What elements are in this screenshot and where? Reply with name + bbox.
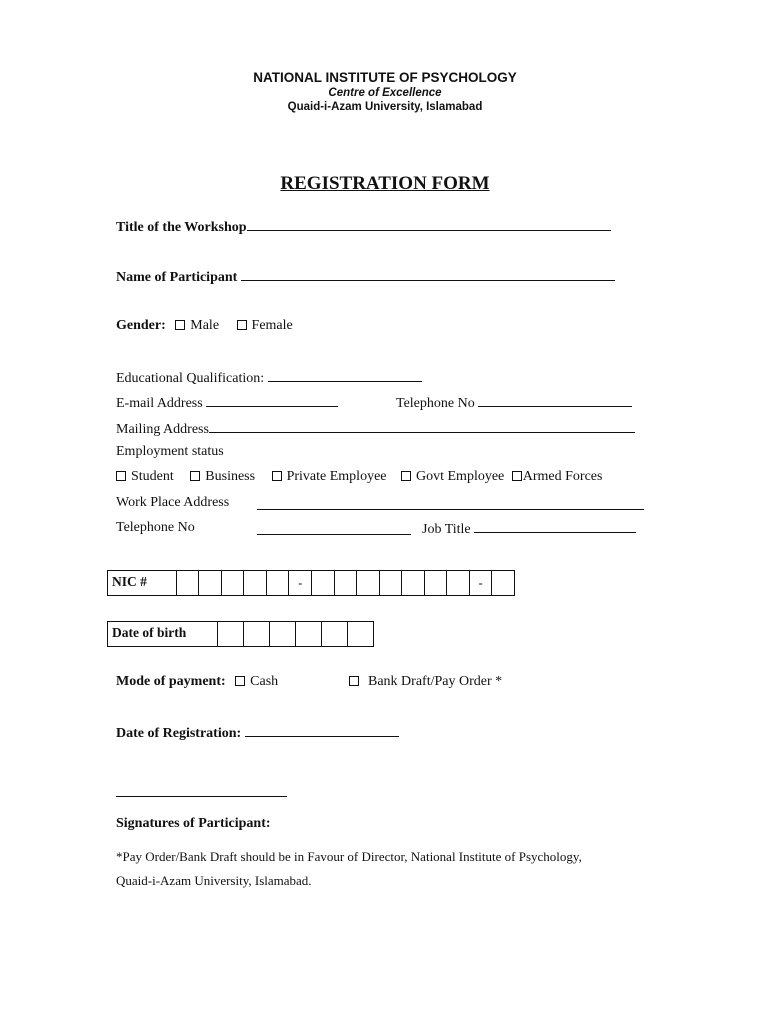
job-title-row [422, 520, 636, 538]
dob-digit-box[interactable] [347, 622, 373, 646]
business-label: Business [205, 469, 256, 484]
nic-digit-box[interactable] [221, 571, 244, 595]
dob-digit-box[interactable] [321, 622, 347, 646]
telephone-field[interactable] [478, 394, 632, 407]
email-row [116, 394, 338, 412]
nic-separator: - [288, 571, 311, 595]
private-employee-label: Private Employee [286, 469, 387, 484]
male-label: Male [190, 318, 220, 333]
govt-employee-label: Govt Employee [416, 469, 505, 484]
participant-name-label: Name of Participant [116, 270, 238, 285]
dob-label: Date of birth [112, 625, 187, 640]
govt-employee-checkbox[interactable] [401, 471, 411, 481]
education-row [116, 369, 422, 387]
female-label: Female [251, 318, 293, 333]
dob-digit-box[interactable] [217, 622, 243, 646]
nic-digit-box[interactable] [424, 571, 447, 595]
nic-digit-box[interactable] [334, 571, 357, 595]
email-field[interactable] [206, 394, 338, 407]
form-title: REGISTRATION FORM [280, 173, 490, 194]
employment-options [116, 469, 602, 485]
nic-digit-box[interactable] [446, 571, 469, 595]
dob-digit-box[interactable] [295, 622, 321, 646]
dob-grid [107, 621, 374, 647]
telephone-label: Telephone No [396, 396, 475, 411]
payment-row [116, 674, 278, 690]
nic-digit-box[interactable] [198, 571, 221, 595]
student-label: Student [131, 469, 174, 484]
nic-digit-box[interactable] [243, 571, 266, 595]
participant-name-field[interactable] [241, 268, 615, 281]
male-checkbox[interactable] [175, 320, 185, 330]
work-telephone-field[interactable] [257, 521, 411, 535]
work-place-address-label: Work Place Address [116, 495, 230, 510]
email-label: E-mail Address [116, 396, 203, 411]
workshop-title-label: Title of the Workshop [116, 220, 247, 235]
payment-label: Mode of payment: [116, 674, 226, 689]
signature-label: Signatures of Participant: [116, 816, 271, 831]
education-label: Educational Qualification: [116, 371, 265, 386]
nic-grid [107, 570, 515, 596]
workshop-title-field[interactable] [247, 218, 611, 231]
workshop-title-row [116, 218, 611, 236]
nic-digit-box[interactable] [401, 571, 424, 595]
institute-subtitle: Centre of Excellence [328, 87, 442, 99]
gender-label: Gender: [116, 318, 166, 333]
nic-digit-box[interactable] [379, 571, 402, 595]
employment-status-label: Employment status [116, 444, 224, 459]
gender-row [116, 318, 293, 334]
armed-forces-label: Armed Forces [522, 469, 603, 484]
signature-line[interactable] [116, 784, 287, 797]
dob-digit-box[interactable] [269, 622, 295, 646]
bank-draft-checkbox[interactable] [349, 676, 359, 686]
cash-label: Cash [250, 674, 279, 689]
footnote-line-2: Quaid-i-Azam University, Islamabad. [116, 873, 312, 888]
nic-digit-box[interactable] [311, 571, 334, 595]
registration-date-label: Date of Registration: [116, 726, 242, 741]
nic-label: NIC # [112, 574, 147, 589]
bank-draft-row [349, 674, 502, 690]
university-name: Quaid-i-Azam University, Islamabad [287, 101, 483, 113]
registration-date-field[interactable] [245, 724, 399, 737]
work-telephone-label: Telephone No [116, 520, 195, 535]
private-employee-checkbox[interactable] [272, 471, 282, 481]
nic-digit-box[interactable] [491, 571, 514, 595]
institute-name: NATIONAL INSTITUTE OF PSYCHOLOGY [253, 70, 517, 85]
job-title-label: Job Title [422, 522, 471, 537]
bank-draft-label: Bank Draft/Pay Order * [368, 674, 503, 689]
student-checkbox[interactable] [116, 471, 126, 481]
mailing-address-field[interactable] [209, 420, 635, 433]
nic-digit-box[interactable] [176, 571, 199, 595]
female-checkbox[interactable] [237, 320, 247, 330]
mailing-address-row [116, 420, 635, 438]
work-place-address-field[interactable] [257, 496, 644, 510]
dob-digit-box[interactable] [243, 622, 269, 646]
nic-digit-box[interactable] [356, 571, 379, 595]
cash-checkbox[interactable] [235, 676, 245, 686]
footnote-line-1: *Pay Order/Bank Draft should be in Favour of Director, National Institute of Psychology, [116, 849, 582, 864]
telephone-row [396, 394, 632, 412]
registration-date-row [116, 724, 399, 742]
job-title-field[interactable] [474, 520, 636, 533]
nic-separator: - [469, 571, 492, 595]
education-field[interactable] [268, 369, 422, 382]
business-checkbox[interactable] [190, 471, 200, 481]
participant-name-row [116, 268, 615, 286]
nic-digit-box[interactable] [266, 571, 289, 595]
armed-forces-checkbox[interactable] [512, 471, 522, 481]
mailing-address-label: Mailing Address [116, 422, 209, 437]
